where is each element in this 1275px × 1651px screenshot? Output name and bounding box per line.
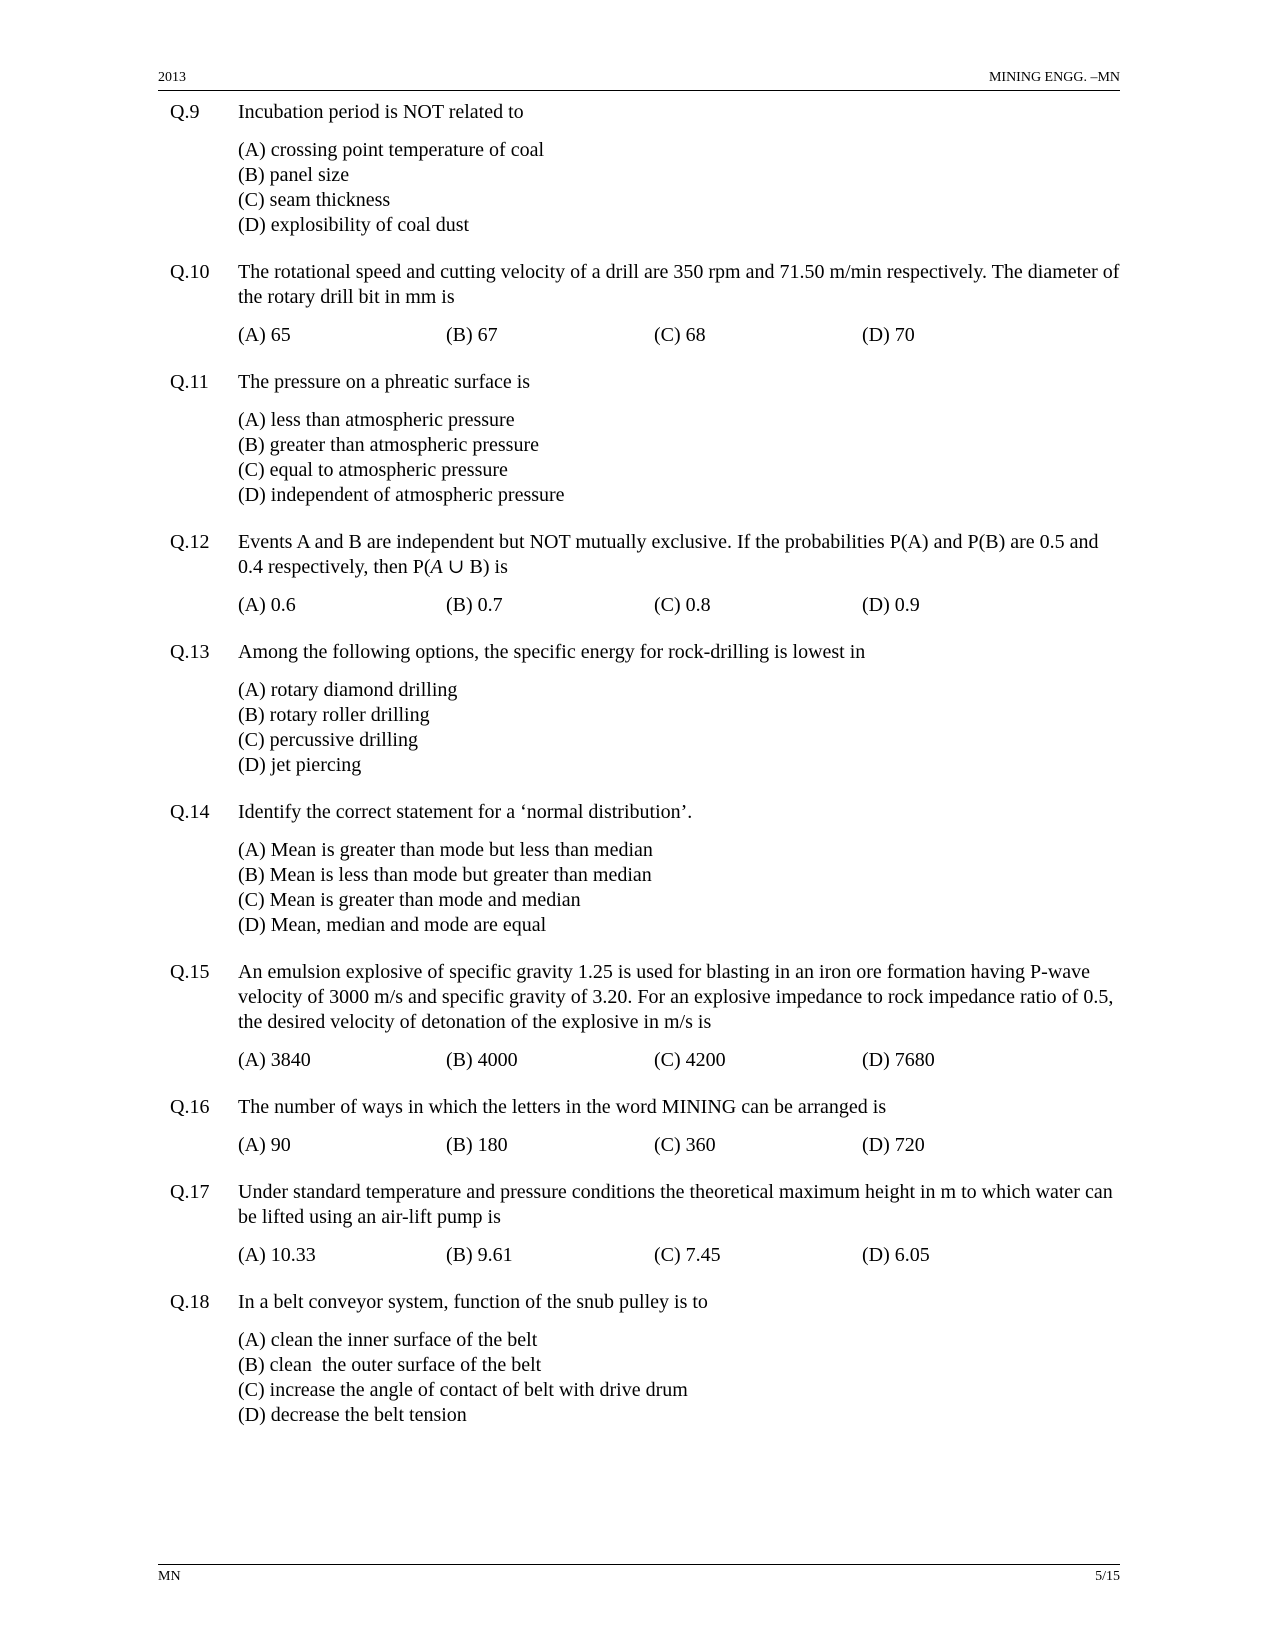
- options-list: [238, 1328, 1120, 1428]
- option-c: (C) 4200: [654, 1049, 726, 1071]
- option-a: (A) 10.33: [238, 1244, 316, 1266]
- options-row: [238, 1243, 1120, 1268]
- option-b: (B) panel size: [238, 164, 350, 186]
- option-d: (D) 7680: [862, 1049, 935, 1071]
- option-a: (A) 3840: [238, 1049, 311, 1071]
- option-c: (C) Mean is greater than mode and median: [238, 889, 581, 911]
- option-b: (B) 9.61: [446, 1244, 513, 1266]
- question-number: Q.18: [170, 1291, 210, 1313]
- option-a: (A) less than atmospheric pressure: [238, 409, 515, 431]
- question-9: [158, 100, 1120, 238]
- option-d: (D) decrease the belt tension: [238, 1404, 467, 1426]
- option-a: (A) rotary diamond drilling: [238, 679, 458, 701]
- option-d: (D) 720: [862, 1134, 925, 1156]
- option-a: (A) 0.6: [238, 594, 296, 616]
- option-b: (B) greater than atmospheric pressure: [238, 434, 539, 456]
- option-c: (C) 0.8: [654, 594, 711, 616]
- question-number: Q.11: [170, 371, 209, 393]
- question-15: [158, 960, 1120, 1073]
- option-b: (B) 180: [446, 1134, 508, 1156]
- option-d: (D) 6.05: [862, 1244, 930, 1266]
- question-text: An emulsion explosive of specific gravity 1.25 is used for blasting in an iron ore formation having P-wave velocity of 3000 m/s and specific gravity of 3.20. For an explosive impedance to rock impedance ratio of 0.5, the desired velocity of detonation of the explosive in m/s is: [238, 961, 1114, 1033]
- question-16: [158, 1095, 1120, 1158]
- header-paper: MINING ENGG. –MN: [988, 70, 1120, 85]
- options-list: [238, 138, 1120, 238]
- page-number: 5/15: [1095, 1569, 1120, 1584]
- option-d: (D) independent of atmospheric pressure: [238, 484, 565, 506]
- option-b: (B) rotary roller drilling: [238, 704, 430, 726]
- option-c: (C) equal to atmospheric pressure: [238, 459, 508, 481]
- question-12: [158, 530, 1120, 618]
- question-11: [158, 370, 1120, 508]
- option-d: (D) 0.9: [862, 594, 920, 616]
- question-text: Identify the correct statement for a ‘normal distribution’.: [238, 801, 693, 823]
- header-year: 2013: [158, 70, 186, 85]
- option-b: (B) Mean is less than mode but greater than median: [238, 864, 652, 886]
- options-row: [238, 593, 1120, 618]
- options-row: [238, 1048, 1120, 1073]
- question-text: [238, 530, 1120, 580]
- option-c: (C) percussive drilling: [238, 729, 418, 751]
- option-b: (B) clean the outer surface of the belt: [238, 1354, 542, 1376]
- option-c: (C) increase the angle of contact of belt with drive drum: [238, 1379, 688, 1401]
- option-d: (D) 70: [862, 324, 915, 346]
- option-a: (A) clean the inner surface of the belt: [238, 1329, 538, 1351]
- question-18: [158, 1290, 1120, 1428]
- option-d: (D) explosibility of coal dust: [238, 214, 470, 236]
- option-a: (A) 65: [238, 324, 291, 346]
- question-text-part: Events A and B are independent but NOT mutually exclusive. If the probabilities P(A) and P(B) are 0.5 and 0.4 respectively, then P(: [238, 531, 1099, 578]
- option-c: (C) 7.45: [654, 1244, 721, 1266]
- question-text: The number of ways in which the letters in the word MINING can be arranged is: [238, 1096, 887, 1118]
- question-17: [158, 1180, 1120, 1268]
- question-text: Under standard temperature and pressure conditions the theoretical maximum height in m to which water can be lifted using an air-lift pump is: [238, 1181, 1113, 1228]
- options-list: [238, 408, 1120, 508]
- question-text: Incubation period is NOT related to: [238, 101, 524, 123]
- options-list: [238, 678, 1120, 778]
- question-text: The rotational speed and cutting velocity of a drill are 350 rpm and 71.50 m/min respectively. The diameter of the rotary drill bit in mm is: [238, 261, 1120, 308]
- question-number: Q.16: [170, 1096, 210, 1118]
- question-text: The pressure on a phreatic surface is: [238, 371, 531, 393]
- question-number: Q.9: [170, 101, 200, 123]
- question-list: [158, 100, 1120, 1450]
- option-b: (B) 67: [446, 324, 498, 346]
- question-13: [158, 640, 1120, 778]
- option-c: (C) seam thickness: [238, 189, 391, 211]
- option-c: (C) 360: [654, 1134, 716, 1156]
- question-number: Q.14: [170, 801, 210, 823]
- page-footer: [158, 1564, 1120, 1589]
- option-b: (B) 0.7: [446, 594, 503, 616]
- option-a: (A) 90: [238, 1134, 291, 1156]
- option-a: (A) Mean is greater than mode but less than median: [238, 839, 653, 861]
- question-text-part: ∪ B) is: [442, 556, 508, 578]
- question-text: Among the following options, the specific energy for rock-drilling is lowest in: [238, 641, 866, 663]
- option-a: (A) crossing point temperature of coal: [238, 139, 545, 161]
- question-14: [158, 800, 1120, 938]
- page-header: [158, 70, 1120, 91]
- question-10: [158, 260, 1120, 348]
- options-row: [238, 323, 1120, 348]
- question-number: Q.13: [170, 641, 210, 663]
- question-text: In a belt conveyor system, function of the snub pulley is to: [238, 1291, 708, 1313]
- option-c: (C) 68: [654, 324, 706, 346]
- option-d: (D) Mean, median and mode are equal: [238, 914, 547, 936]
- question-number: Q.12: [170, 531, 210, 553]
- question-number: Q.10: [170, 261, 210, 283]
- math-variable: A: [430, 556, 443, 578]
- option-d: (D) jet piercing: [238, 754, 362, 776]
- footer-code: MN: [158, 1569, 181, 1584]
- option-b: (B) 4000: [446, 1049, 518, 1071]
- options-row: [238, 1133, 1120, 1158]
- question-number: Q.17: [170, 1181, 210, 1203]
- options-list: [238, 838, 1120, 938]
- question-number: Q.15: [170, 961, 210, 983]
